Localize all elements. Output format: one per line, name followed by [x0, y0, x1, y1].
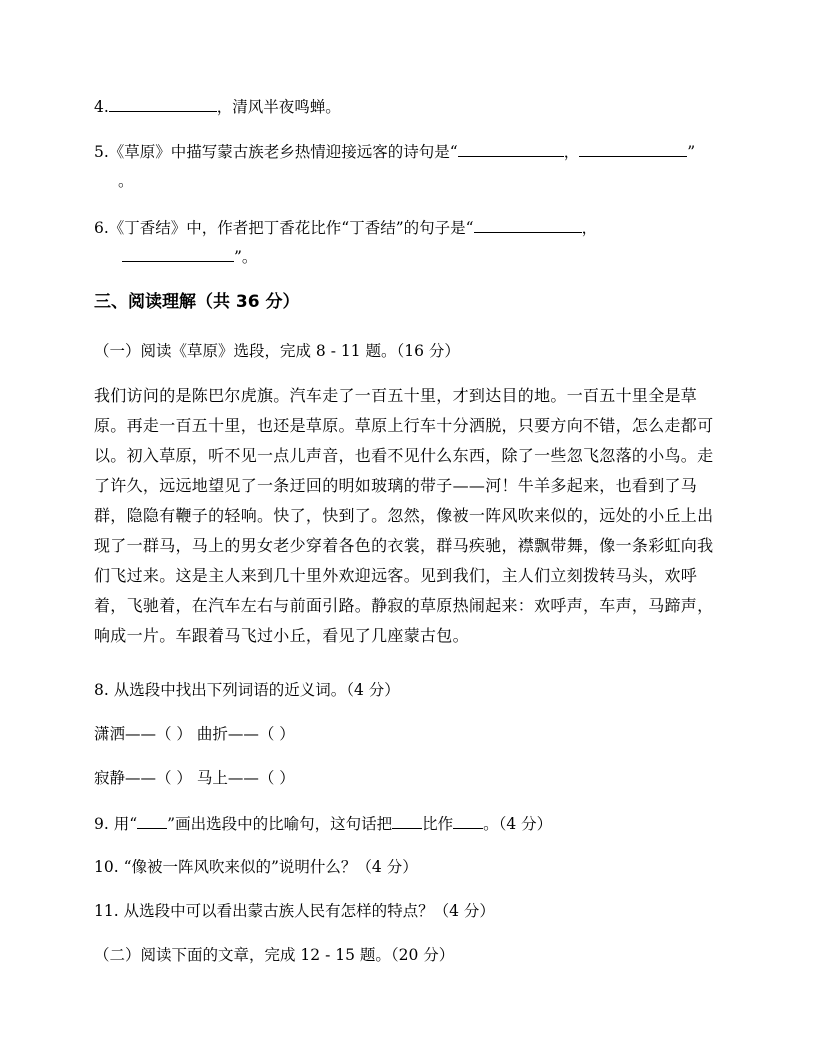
question-10: 10. “像被一阵风吹来似的”说明什么？（4 分）	[94, 858, 418, 876]
question-5	[94, 141, 695, 162]
question-5-period: 。	[118, 172, 134, 190]
question-9-part-a: 9. 用“	[94, 815, 138, 833]
question-4	[94, 96, 341, 117]
answer-blank[interactable]	[122, 246, 234, 262]
question-6-text: 6.《丁香结》中，作者把丁香花比作“丁香结”的句子是“	[94, 219, 474, 237]
answer-blank[interactable]	[579, 141, 687, 157]
question-8-row-2: 寂静——（ ） 马上——（ ）	[94, 769, 295, 787]
question-9-part-d: 。（4 分）	[483, 815, 553, 833]
question-6	[94, 217, 597, 238]
question-6-line-2	[122, 246, 257, 267]
question-6-tail: ”。	[234, 248, 258, 266]
question-8-row-1: 潇洒——（ ） 曲折——（ ）	[94, 725, 295, 743]
section-3-heading: 三、阅读理解（共 36 分）	[94, 292, 300, 312]
passage-text: 我们访问的是陈巴尔虎旗。汽车走了一百五十里，才到达目的地。一百五十里全是草原。再走一百五十里，也还是草原。草原上行车十分洒脱，只要方向不错，怎么走都可以。初入草原，听不见一点儿声音，也看不见什么东西，除了一些忽飞忽落的小鸟。走了许久，远远地望见了一条迂回的明如玻璃的带子——河！牛羊多起来，也看到了马群，隐隐有鞭子的轻响。快了，快到了。忽然，像被一阵风吹来似的，远处的小丘上出现了一群马，马上的男女老少穿着各色的衣裳，群马疾驰，襟飘带舞，像一条彩虹向我们飞过来。这是主人来到几十里外欢迎远客。见到我们，主人们立刻拨转马头，欢呼着，飞驰着，在汽车左右与前面引路。静寂的草原热闹起来：欢呼声，车声，马蹄声，响成一片。车跟着马飞过小丘，看见了几座蒙古包。	[94, 386, 714, 645]
answer-blank[interactable]	[137, 813, 167, 829]
question-6-separator: ，	[581, 219, 598, 237]
question-11: 11. 从选段中可以看出蒙古族人民有怎样的特点？（4 分）	[94, 902, 495, 920]
question-4-number: 4.	[94, 98, 109, 116]
question-5-text: 5.《草原》中描写蒙古族老乡热情迎接远客的诗句是“	[94, 143, 458, 161]
question-9-part-c: 比作	[422, 815, 454, 833]
part-1-heading: （一）阅读《草原》选段，完成 8 - 11 题。（16 分）	[94, 342, 460, 360]
question-9-part-b: ”画出选段中的比喻句，这句话把	[167, 815, 393, 833]
question-9	[94, 813, 552, 834]
question-8: 8. 从选段中找出下列词语的近义词。（4 分）	[94, 681, 400, 699]
answer-blank[interactable]	[474, 217, 582, 233]
question-4-text: ，清风半夜鸣蝉。	[216, 98, 341, 116]
answer-blank[interactable]	[109, 96, 217, 112]
part-2-heading: （二）阅读下面的文章，完成 12 - 15 题。（20 分）	[94, 946, 455, 964]
question-5-tail	[118, 171, 134, 191]
question-5-quote-end: ”	[687, 143, 696, 161]
answer-blank[interactable]	[458, 141, 564, 157]
question-5-separator: ，	[563, 143, 580, 161]
answer-blank[interactable]	[453, 813, 483, 829]
answer-blank[interactable]	[392, 813, 422, 829]
